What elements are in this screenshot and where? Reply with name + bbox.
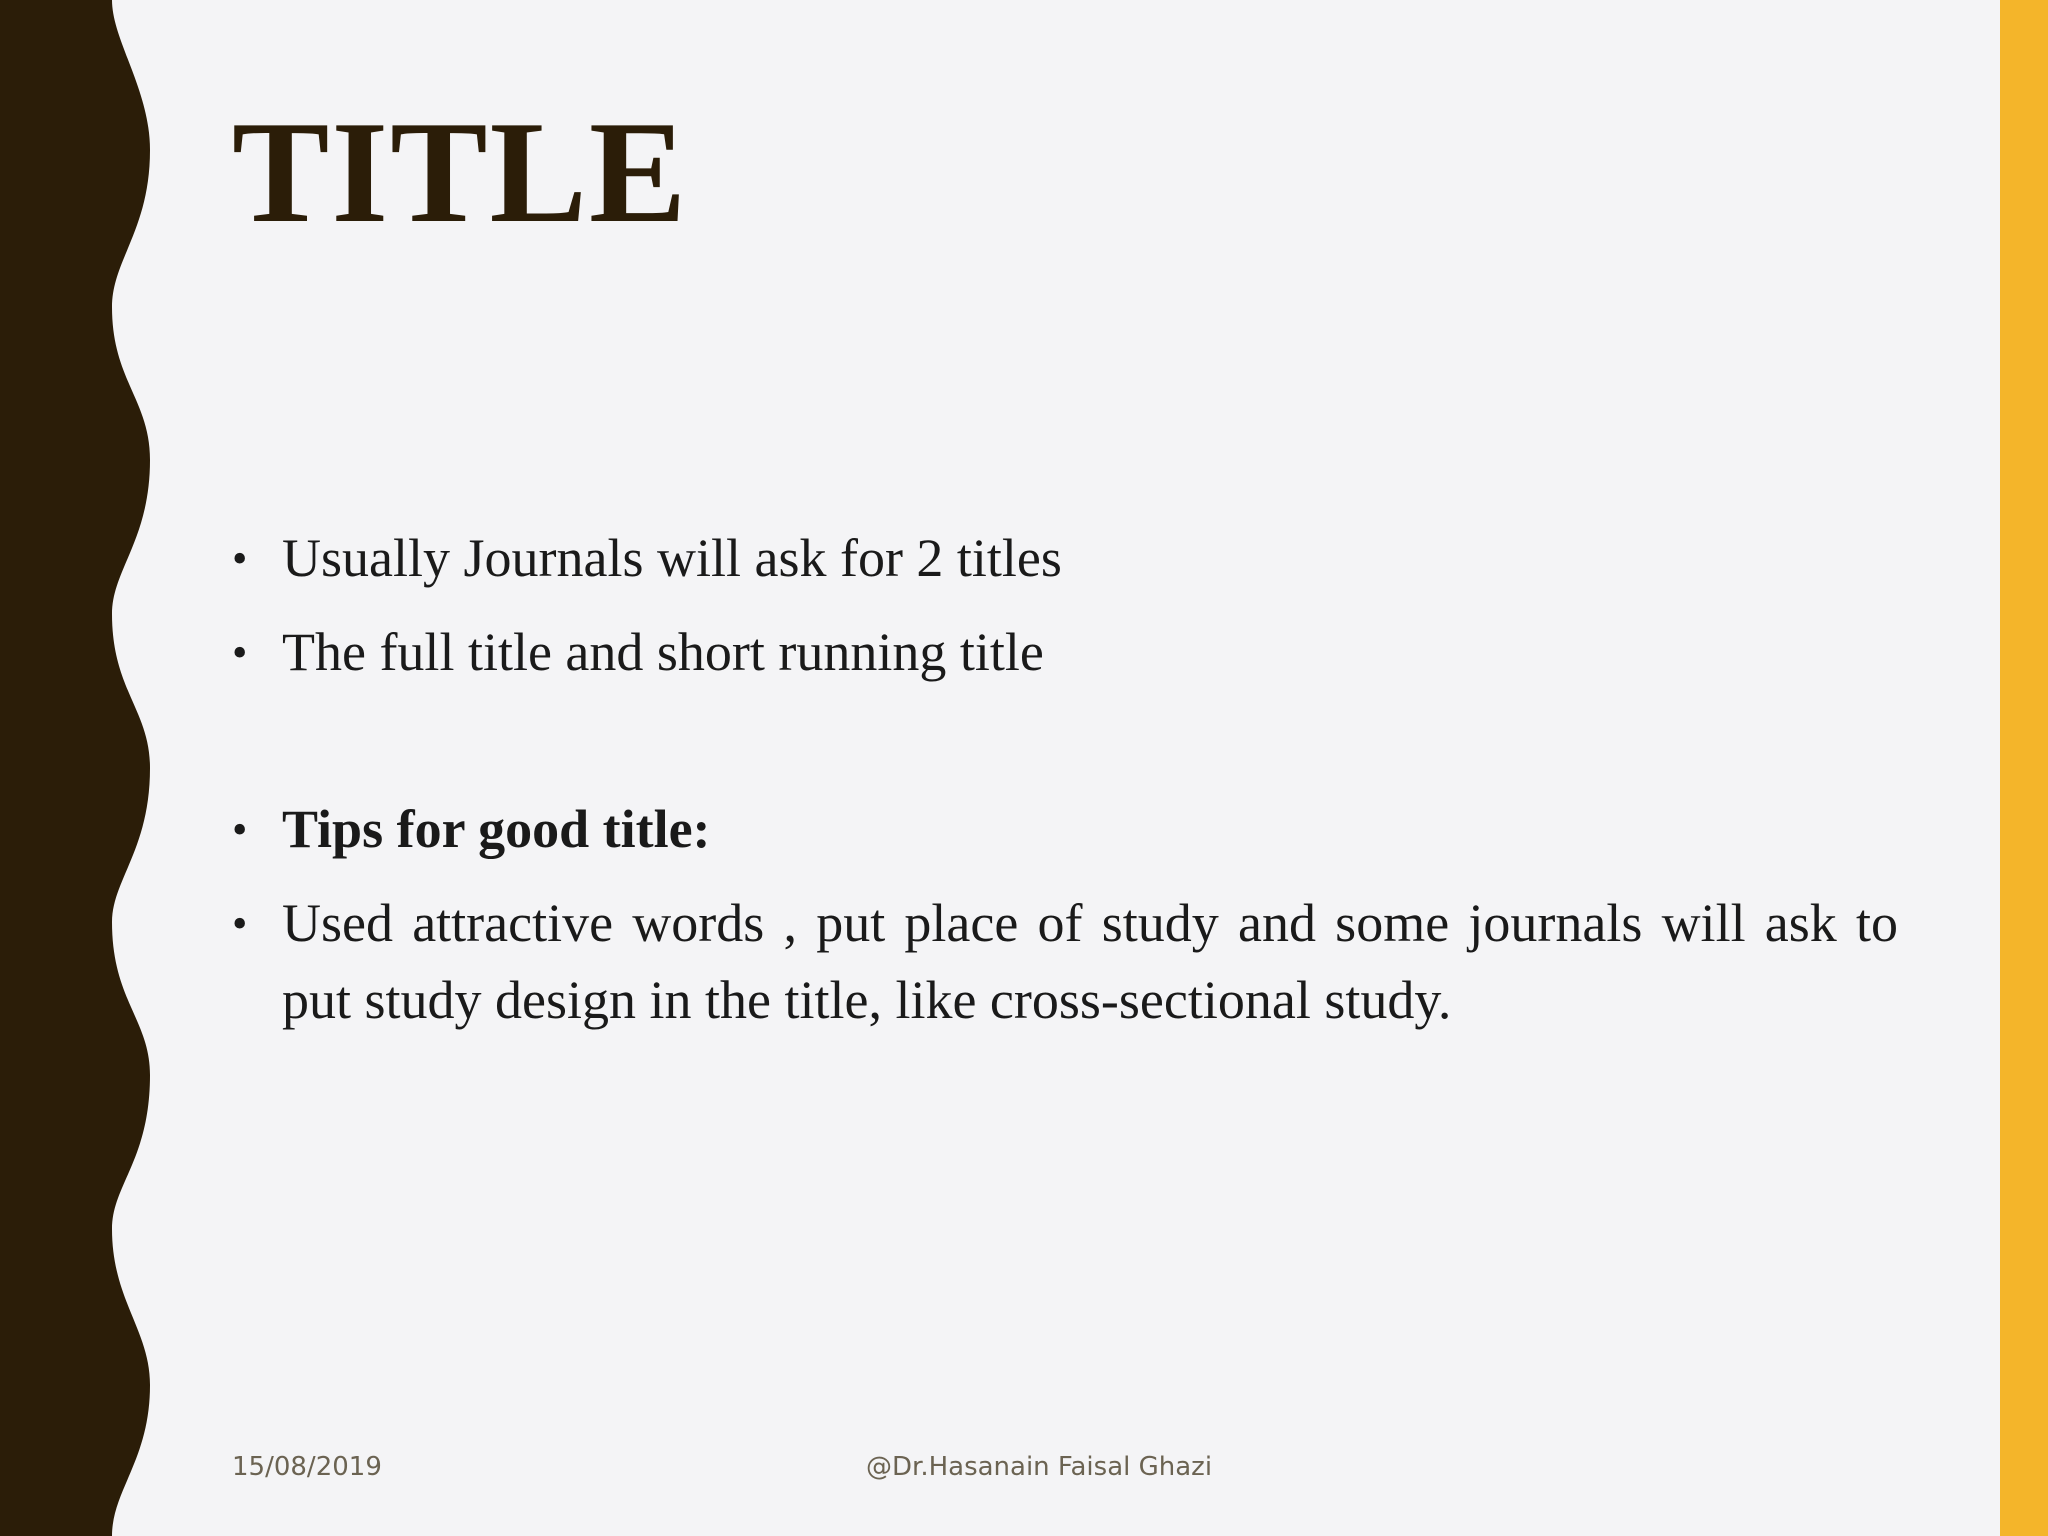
slide-title: TITLE xyxy=(232,91,689,253)
bullet-text: Used attractive words , put place of study and some journals will ask to put study design in the title, like cross-sectional study. xyxy=(282,893,1898,1030)
bullet-icon: • xyxy=(232,805,248,854)
bullet-icon: • xyxy=(232,534,248,583)
bullet-list xyxy=(232,520,1898,1056)
bullet-icon: • xyxy=(232,628,248,677)
footer-date: 15/08/2019 xyxy=(232,1452,382,1482)
bullet-item xyxy=(232,614,1898,691)
bullet-item xyxy=(232,520,1898,597)
bullet-item-heading xyxy=(232,791,1898,868)
bullet-text: Usually Journals will ask for 2 titles xyxy=(282,528,1062,588)
bullet-text: Tips for good title: xyxy=(282,799,711,859)
bullet-item xyxy=(232,885,1898,1039)
footer-author: @Dr.Hasanain Faisal Ghazi xyxy=(866,1452,1213,1482)
wave-shape xyxy=(0,0,150,1536)
accent-bar xyxy=(2000,0,2048,1536)
bullet-text: The full title and short running title xyxy=(282,622,1044,682)
wave-decoration xyxy=(0,0,170,1536)
bullet-icon: • xyxy=(232,899,248,948)
